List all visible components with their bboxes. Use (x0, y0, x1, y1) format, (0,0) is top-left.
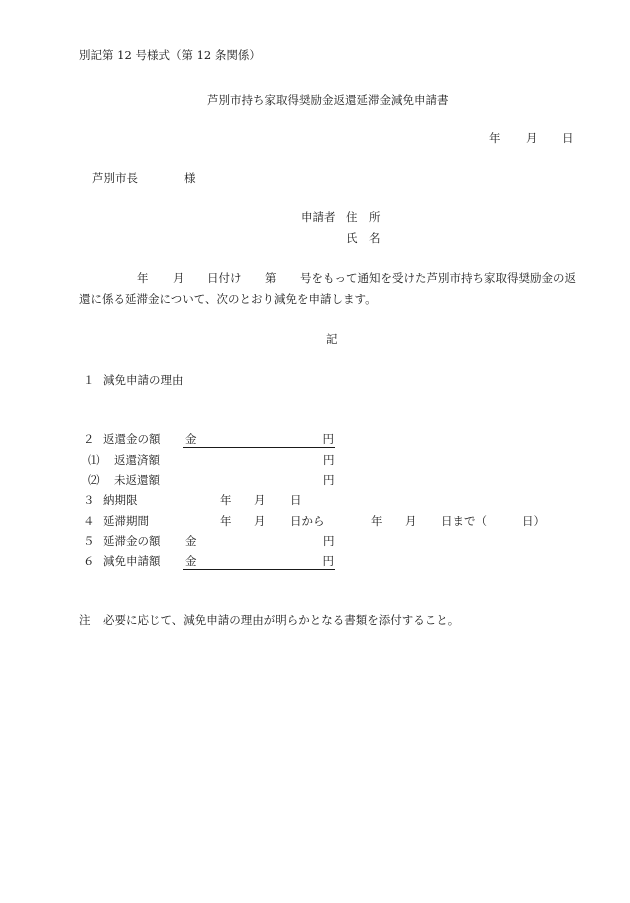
body-month: 月 (173, 271, 185, 285)
period-end-month: 月 (405, 514, 417, 528)
item-label: 延滞金の額 (103, 534, 161, 548)
yen-label: 円 (322, 432, 334, 446)
body-line2: 還に係る延滞金について、次のとおり減免を申請します。 (79, 292, 377, 306)
body-year: 年 (137, 271, 149, 285)
item-number: ４ (83, 514, 95, 528)
item-label: 返還金の額 (103, 432, 161, 446)
period-start-year: 年 (220, 514, 232, 528)
item-number: １ (83, 373, 95, 387)
period-until: 日まで（ (441, 514, 487, 528)
deadline-year: 年 (220, 493, 232, 507)
item-label: 納期限 (103, 493, 138, 507)
period-end-year: 年 (371, 514, 383, 528)
period-from: 日から (290, 514, 325, 528)
note-text: 必要に応じて、減免申請の理由が明らかとなる書類を添付すること。 (103, 613, 460, 627)
yen-label: 円 (323, 453, 335, 467)
item-label: 延滞期間 (103, 514, 149, 528)
item-number: ６ (83, 554, 95, 568)
applicant-name-label: 氏 名 (346, 231, 381, 245)
item-number: ５ (83, 534, 95, 548)
addressee-name: 芦別市長 (92, 171, 138, 185)
kin-label: 金 (185, 554, 197, 568)
form-label: 別記第 12 号様式（第 12 条関係） (79, 48, 261, 62)
item-number: ３ (83, 493, 95, 507)
period-start-month: 月 (254, 514, 266, 528)
document-title: 芦別市持ち家取得奨励金返還延滞金減免申請書 (207, 93, 449, 107)
item-label: 返還済額 (114, 453, 160, 467)
ki-heading: 記 (326, 332, 338, 346)
date-month: 月 (526, 131, 538, 145)
refund-amount-field (183, 434, 335, 448)
applicant-address-label: 住 所 (346, 210, 381, 224)
deadline-day: 日 (290, 493, 302, 507)
note-mark: 注 (79, 613, 91, 627)
addressee-honorific: 様 (184, 171, 196, 185)
body-dai: 第 (265, 271, 277, 285)
deadline-month: 月 (254, 493, 266, 507)
yen-label: 円 (323, 534, 335, 548)
item-number: ２ (83, 432, 95, 446)
body-day: 日付け (207, 271, 242, 285)
yen-label: 円 (323, 473, 335, 487)
item-number: ⑵ (88, 473, 100, 487)
exemption-amount-field (183, 556, 335, 570)
item-label: 減免申請額 (103, 554, 161, 568)
body-line1-rest: 号をもって通知を受けた芦別市持ち家取得奨励金の返 (300, 271, 576, 285)
kin-label: 金 (185, 432, 197, 446)
date-year: 年 (489, 131, 501, 145)
date-day: 日 (562, 131, 574, 145)
applicant-label: 申請者 (301, 210, 336, 224)
item-label: 未返還額 (114, 473, 160, 487)
item-label: 減免申請の理由 (103, 373, 184, 387)
yen-label: 円 (322, 554, 334, 568)
kin-label: 金 (185, 534, 197, 548)
item-number: ⑴ (88, 453, 100, 467)
period-days: 日） (522, 514, 545, 528)
